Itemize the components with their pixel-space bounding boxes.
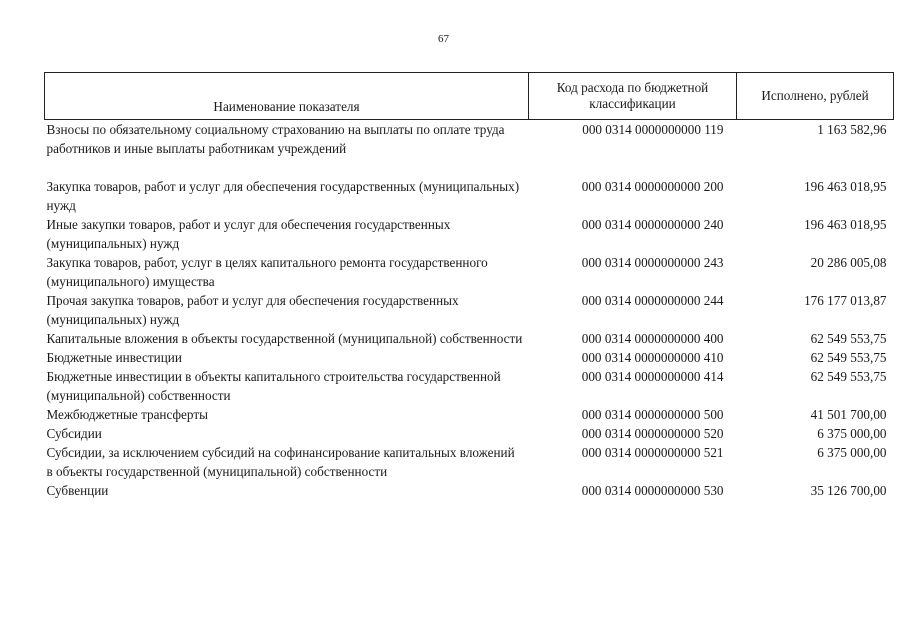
budget-execution-table [44,72,894,500]
row-executed-amount: 1 163 582,96 [817,122,887,137]
header-expense-code: Код расхода по бюджетной классификации [529,73,737,120]
row-executed-amount: 176 177 013,87 [804,293,887,308]
row-indicator-name: Бюджетные инвестиции в объекты капитального строительства государственной (муниципальной) собственности [46,369,501,403]
table-row [45,424,894,443]
row-executed-amount: 6 375 000,00 [817,445,887,460]
table-row [45,215,894,253]
page-number: 67 [438,33,449,45]
table-row [45,253,894,291]
table-row [45,367,894,405]
row-executed-amount: 6 375 000,00 [817,426,887,441]
row-indicator-name: Межбюджетные трансферты [46,407,208,422]
row-expense-code: 000 0314 0000000000 400 [581,331,724,346]
row-expense-code: 000 0314 0000000000 414 [581,369,724,384]
row-indicator-name: Капитальные вложения в объекты государственной (муниципальной) собственности [46,331,523,346]
row-expense-code: 000 0314 0000000000 119 [582,122,724,137]
row-executed-amount: 62 549 553,75 [810,331,887,346]
row-expense-code: 000 0314 0000000000 520 [581,426,724,441]
row-expense-code: 000 0314 0000000000 200 [581,179,724,194]
row-expense-code: 000 0314 0000000000 244 [581,293,724,308]
row-indicator-name: Закупка товаров, работ, услуг в целях капитального ремонта государственного (муниципального) имущества [46,255,488,289]
table-row [45,329,894,348]
table-row [45,443,894,481]
row-indicator-name: Субвенции [46,483,109,498]
row-indicator-name: Иные закупки товаров, работ и услуг для обеспечения государственных (муниципальных) нужд [46,217,451,251]
table-row [45,291,894,329]
table-row [45,348,894,367]
row-expense-code: 000 0314 0000000000 530 [581,483,724,498]
row-executed-amount: 20 286 005,08 [810,255,887,270]
row-expense-code: 000 0314 0000000000 240 [581,217,724,232]
row-executed-amount: 62 549 553,75 [810,350,887,365]
row-indicator-name: Закупка товаров, работ и услуг для обеспечения государственных (муниципальных) нужд [46,179,520,213]
header-executed-amount: Исполнено, рублей [737,73,894,120]
row-expense-code: 000 0314 0000000000 410 [581,350,724,365]
row-indicator-name: Субсидии [46,426,102,441]
row-expense-code: 000 0314 0000000000 500 [581,407,724,422]
row-executed-amount: 196 463 018,95 [804,217,887,232]
row-indicator-name: Бюджетные инвестиции [46,350,182,365]
table-row [45,481,894,500]
row-indicator-name: Взносы по обязательному социальному страхованию на выплаты по оплате труда работников и иные выплаты работникам учреждений [46,122,505,156]
table-header-row [45,73,894,120]
table-row [45,120,894,178]
row-executed-amount: 35 126 700,00 [810,483,887,498]
header-indicator-name: Наименование показателя [45,73,529,120]
row-expense-code: 000 0314 0000000000 243 [581,255,724,270]
row-indicator-name: Субсидии, за исключением субсидий на софинансирование капитальных вложений в объекты государственной (муниципальной) собственности [46,445,515,479]
row-executed-amount: 196 463 018,95 [804,179,887,194]
row-indicator-name: Прочая закупка товаров, работ и услуг для обеспечения государственных (муниципальных) нужд [46,293,459,327]
row-executed-amount: 62 549 553,75 [810,369,887,384]
row-expense-code: 000 0314 0000000000 521 [581,445,724,460]
table-row [45,405,894,424]
table-row [45,177,894,215]
row-executed-amount: 41 501 700,00 [810,407,887,422]
